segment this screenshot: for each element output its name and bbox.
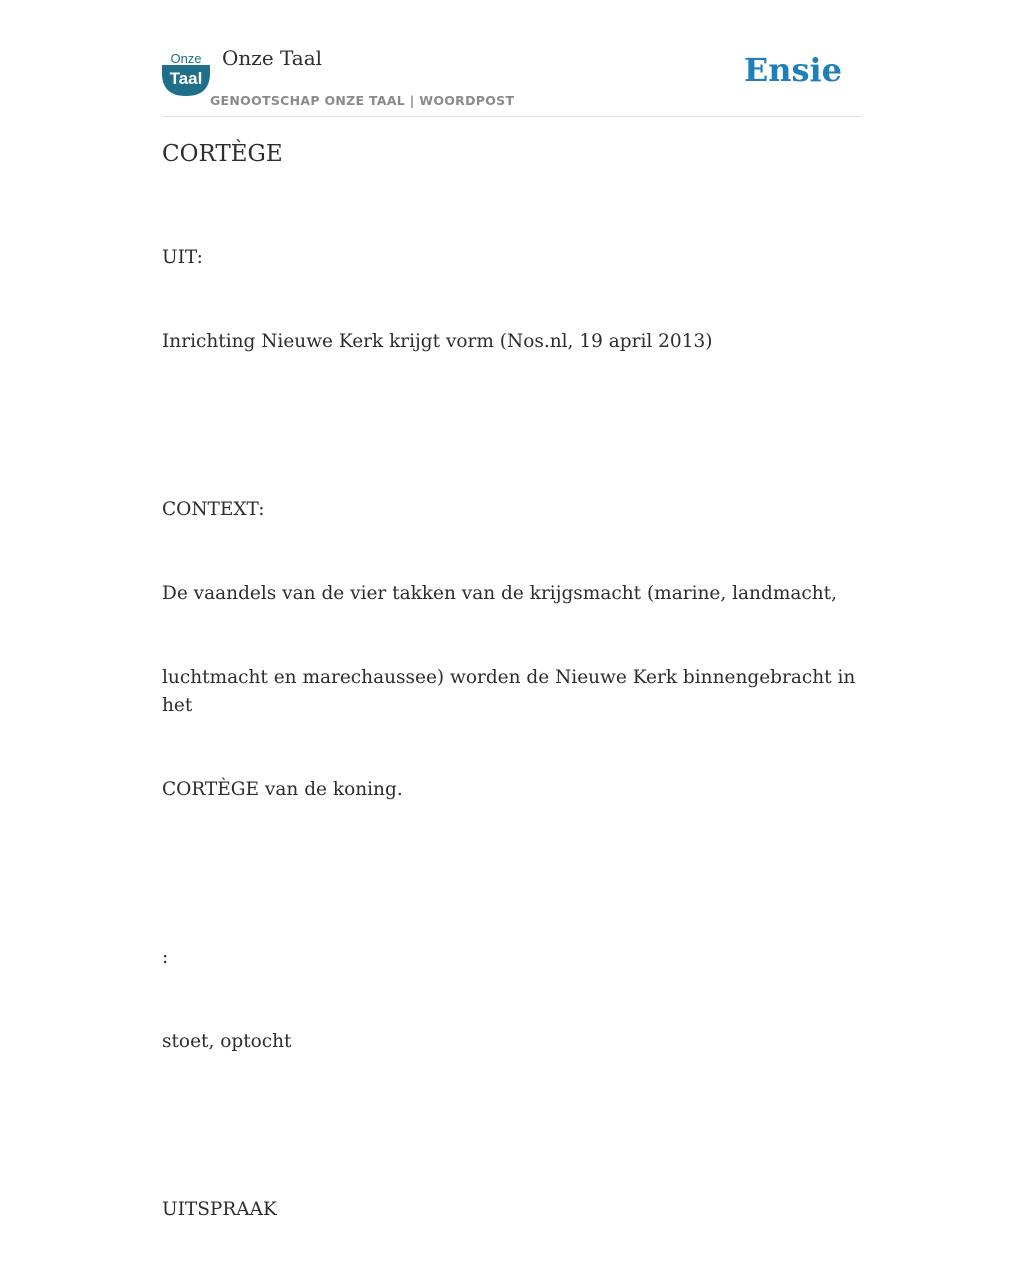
meaning-line: stoet, optocht [162,1031,292,1052]
label-context: CONTEXT: [162,499,265,520]
context-line: CORTÈGE van de koning. [162,779,403,800]
blank-line [162,412,862,440]
site-subtitle[interactable]: GENOOTSCHAP ONZE TAAL | WOORDPOST [210,93,515,108]
site-header [162,40,862,117]
label-uit: UIT: [162,247,203,268]
onze-taal-logo[interactable] [162,53,210,96]
logo-text-onze: Onze [170,51,202,66]
blank-line [162,1112,862,1140]
ensie-brand-logo[interactable]: Ensie [743,51,842,89]
entry-content [162,137,862,1280]
source-line: Inrichting Nieuwe Kerk krijgt vorm (Nos.nl, 19 april 2013) [162,331,713,352]
site-name[interactable]: Onze Taal [222,46,323,70]
label-uitspraak: UITSPRAAK [162,1199,277,1220]
logo-text-taal: Taal [169,69,203,88]
context-line: luchtmacht en marechaussee) worden de Nieuwe Kerk binnengebracht in het [162,667,862,716]
blank-line [162,860,862,888]
entry-title: CORTÈGE [162,141,283,167]
entry-body [162,188,862,1280]
context-line: De vaandels van de vier takken van de krijgsmacht (marine, landmacht, [162,583,837,604]
label-meaning: : [162,947,169,968]
